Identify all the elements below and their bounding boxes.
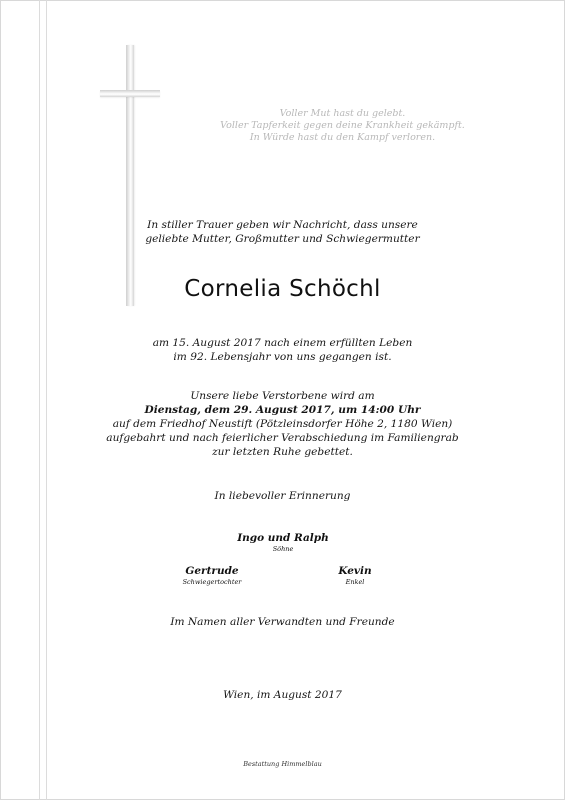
cross-horizontal-bar (100, 90, 160, 97)
relatives-line: Im Namen aller Verwandten und Freunde (170, 616, 395, 628)
mourner-grandchild-relation: Enkel (345, 578, 365, 586)
motto-line-3: In Würde hast du den Kampf verloren. (249, 132, 436, 143)
motto-line-1: Voller Mut hast du gelebt. (279, 108, 406, 119)
intro-line-2: geliebte Mutter, Großmutter und Schwiegermutter (145, 233, 420, 245)
intro-line-1: In stiller Trauer geben wir Nachricht, dass unsere (147, 219, 418, 231)
death-info-line-2: im 92. Lebensjahr von uns gegangen ist. (173, 351, 392, 363)
funeral-date-line: Dienstag, dem 29. August 2017, um 14:00 Uhr (144, 404, 421, 416)
remembrance-line: In liebevoller Erinnerung (214, 490, 351, 502)
mourner-grandchild (295, 565, 415, 586)
motto-line-2: Voller Tapferkeit gegen deine Krankheit gekämpft. (220, 120, 465, 131)
place-date: Wien, im August 2017 (223, 689, 342, 701)
funeral-line-5: zur letzten Ruhe gebettet. (212, 446, 353, 458)
cross-vertical-bar (126, 45, 134, 306)
mourner-daughter-in-law-name: Gertrude (185, 565, 239, 577)
mourner-sons (213, 532, 353, 553)
mourner-daughter-in-law-relation: Schwiegertochter (182, 578, 242, 586)
deceased-name: Cornelia Schöchl (184, 276, 381, 302)
mourner-sons-name: Ingo und Ralph (237, 532, 329, 544)
death-info-line-1: am 15. August 2017 nach einem erfüllten Leben (152, 337, 413, 349)
undertaker-footer: Bestattung Himmelblau (243, 760, 322, 768)
funeral-line-3: auf dem Friedhof Neustift (Pötzleinsdorfer Höhe 2, 1180 Wien) (112, 418, 453, 430)
mourner-daughter-in-law (152, 565, 272, 586)
funeral-line-1: Unsere liebe Verstorbene wird am (190, 390, 375, 402)
mourner-sons-relation: Söhne (272, 545, 294, 553)
funeral-line-4: aufgebahrt und nach feierlicher Verabschiedung im Familiengrab (106, 432, 459, 444)
mourner-grandchild-name: Kevin (338, 565, 372, 577)
